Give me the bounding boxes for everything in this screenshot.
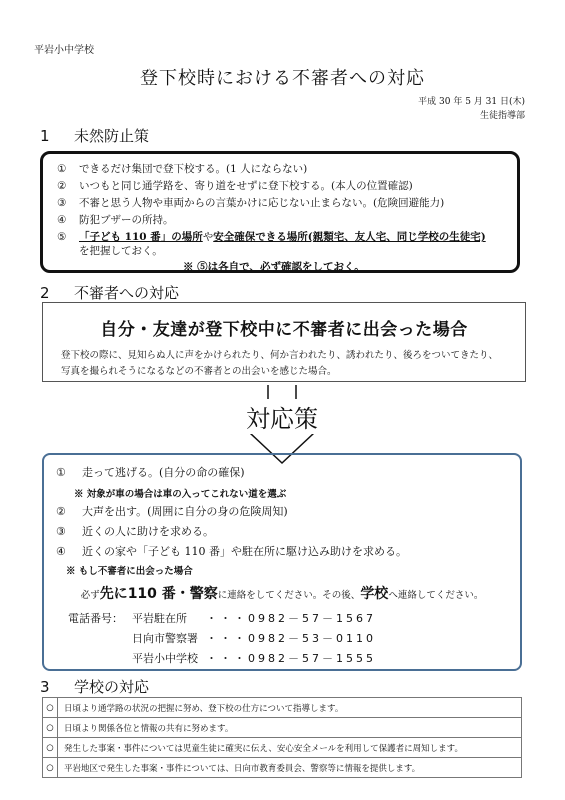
met-note: ※ もし不審者に出会った場合 — [66, 566, 193, 577]
issue-date: 平成 30 年 5 月 31 日(木) — [418, 97, 525, 107]
page-title: 登下校時における不審者への対応 — [140, 68, 425, 89]
case-description: 登下校の際に、見知らぬ人に声をかけられたり、何か言われたり、誘われたり、後ろをついてきたり、 写真を撮られそうになるなどの不審者との出会いを感じた場合。 — [61, 350, 499, 377]
section2-heading — [40, 282, 179, 303]
prevention-item: ⑤ 「子ども 110 番」の場所や安全確保できる場所(親類宅、友人宅、同じ学校の生徒宅) — [57, 231, 486, 243]
date-block — [418, 95, 525, 123]
response-box — [42, 453, 522, 671]
table-row: ○ 発生した事案・事件については児童生徒に確実に伝え、安心安全メールを利用して保護者に周知します。 — [43, 738, 522, 758]
section2-title: 不審者への対応 — [74, 284, 180, 302]
phone-row: 平岩小中学校 ・・・0982－57－1555 — [132, 652, 376, 665]
phone-row: 電話番号： 平岩駐在所 ・・・0982－57－1567 — [68, 612, 376, 625]
prevention-item: ② いつもと同じ通学路を、寄り道をせずに登下校する。(本人の位置確認) — [57, 180, 413, 192]
prevention-box — [40, 151, 520, 273]
table-row: ○ 日頃より関係各位と情報の共有に努めます。 — [43, 718, 522, 738]
section1-title: 未然防止策 — [74, 127, 150, 145]
table-row: ○ 日頃より通学路の状況の把握に努め、登下校の仕方について指導します。 — [43, 698, 522, 718]
section2-number: 2 — [40, 284, 50, 302]
phone-label: 電話番号： — [68, 612, 123, 625]
phone-row: 日向市警察署 ・・・0982－53－0110 — [132, 632, 376, 645]
section3-heading — [40, 676, 149, 697]
school-response-table — [42, 697, 522, 778]
section1-number: 1 — [40, 127, 50, 145]
section1-heading — [40, 125, 149, 146]
section3-title: 学校の対応 — [74, 678, 150, 696]
response-step: ② 大声を出す。(周囲に自分の身の危険周知) — [56, 505, 288, 518]
section3-number: 3 — [40, 678, 50, 696]
response-step: ④ 近くの家や「子ども 110 番」や駐在所に駆け込み助けを求める。 — [56, 545, 407, 558]
prevention-item: ① できるだけ集団で登下校する。(1 人にならない) — [57, 163, 308, 175]
prevention-item: ③ 不審と思う人物や車両からの言葉かけに応じない止まらない。(危険回避能力) — [57, 197, 445, 209]
school-name: 平岩小中学校 — [34, 45, 94, 56]
prevention-item-cont: を把握しておく。 — [79, 245, 163, 257]
response-heading: 対応策 — [222, 399, 342, 434]
case-heading: 自分・友達が登下校中に不審者に出会った場合 — [100, 320, 468, 340]
prevention-item: ④ 防犯ブザーの所持。 — [57, 214, 174, 226]
call-instruction: 必ず先に110 番・警察に連絡をしてください。その後、学校へ連絡してください。 — [80, 586, 484, 602]
response-step: ① 走って逃げる。(自分の命の確保) — [56, 466, 245, 479]
car-note: ※ 対象が車の場合は車の入ってこれない道を選ぶ — [74, 489, 287, 500]
response-step: ③ 近くの人に助けを求める。 — [56, 525, 214, 538]
prevention-note: ※ ⑤は各自で、必ず確認をしておく。 — [183, 261, 365, 273]
department: 生徒指導部 — [479, 111, 525, 121]
case-box — [42, 302, 526, 382]
table-row: ○ 平岩地区で発生した事案・事件については、日向市教育委員会、警察等に情報を提供します。 — [43, 758, 522, 778]
